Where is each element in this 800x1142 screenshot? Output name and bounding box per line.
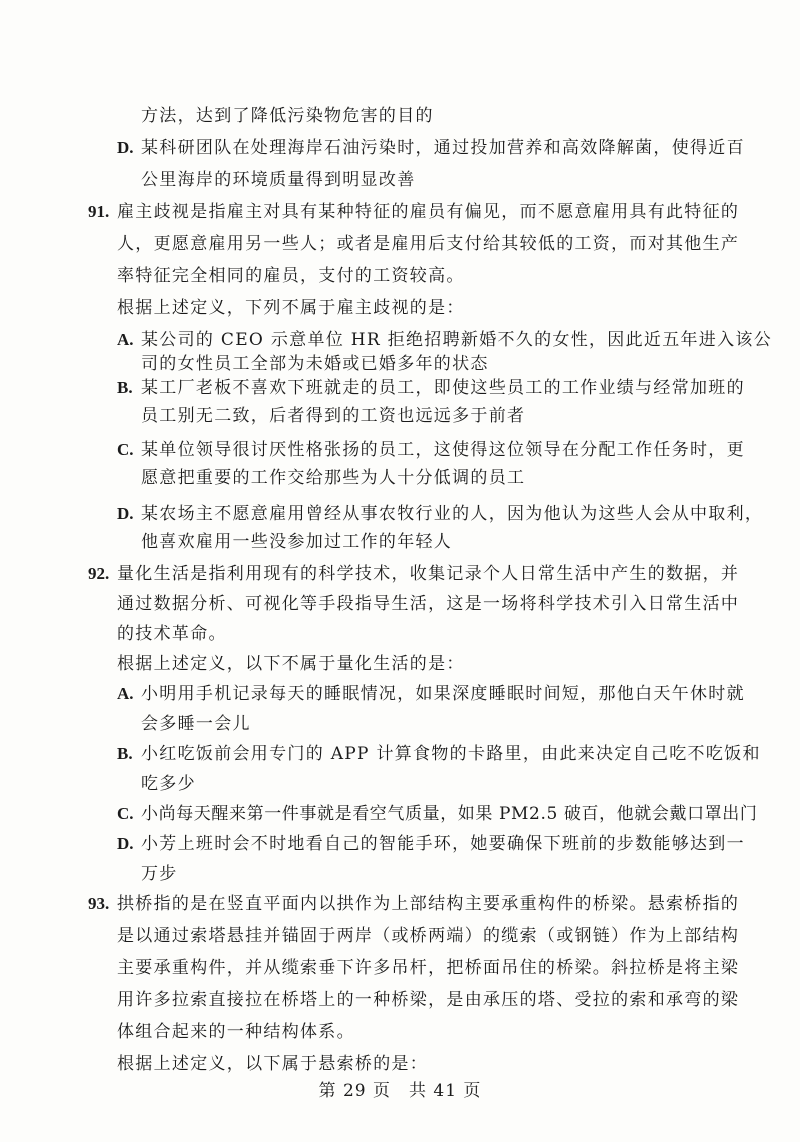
q93-stem-line4: 用许多拉索直接拉在桥塔上的一种桥梁，是由承压的塔、受拉的索和承弯的梁 — [117, 990, 740, 1010]
q92-option-a-line1: 小明用手机记录每天的睡眠情况，如果深度睡眠时间短，那他白天午休时就 — [141, 684, 745, 704]
q92-stem-line2: 通过数据分析、可视化等手段指导生活，这是一场将科学技术引入日常生活中 — [117, 594, 740, 614]
question-93-number: 93. — [88, 894, 110, 913]
q91-option-d-label: D. — [117, 504, 134, 523]
page-footer: 第 29 页 共 41 页 — [318, 1081, 482, 1101]
q91-option-c-line1: 某单位领导很讨厌性格张扬的员工，这使得这位领导在分配工作任务时，更 — [141, 440, 745, 460]
q91-option-b-label: B. — [117, 378, 133, 397]
q91-option-a-line1: 某公司的 CEO 示意单位 HR 拒绝招聘新婚不久的女性，因此近五年进入该公 — [141, 330, 772, 350]
q92-stem-line1: 量化生活是指利用现有的科学技术，收集记录个人日常生活中产生的数据，并 — [117, 564, 740, 584]
q91-option-d-line1: 某农场主不愿意雇用曾经从事农牧行业的人，因为他认为这些人会从中取利， — [141, 504, 764, 524]
question-92-number: 92. — [88, 564, 110, 583]
option-c-continuation: 方法，达到了降低污染物危害的目的 — [141, 106, 434, 126]
q91-option-a-label: A. — [117, 330, 134, 349]
q91-stem-line3: 率特征完全相同的雇员，支付的工资较高。 — [117, 266, 465, 286]
q92-option-d-label: D. — [117, 834, 134, 853]
q92-prompt: 根据上述定义，以下不属于量化生活的是： — [117, 654, 465, 674]
q92-stem-line3: 的技术革命。 — [117, 624, 227, 644]
q93-stem-line3: 主要承重构件，并从缆索垂下许多吊杆，把桥面吊住的桥梁。斜拉桥是将主梁 — [117, 958, 740, 978]
q92-option-a-label: A. — [117, 684, 134, 703]
q92-option-a-line2: 会多睡一会儿 — [141, 714, 251, 734]
q93-prompt: 根据上述定义，以下属于悬索桥的是： — [117, 1054, 429, 1074]
q91-option-c-line2: 愿意把重要的工作交给那些为人十分低调的员工 — [141, 468, 526, 488]
option-d-label: D. — [117, 138, 134, 157]
q91-option-a-line2: 司的女性员工全部为未婚或已婚多年的状态 — [141, 354, 489, 374]
question-91-number: 91. — [88, 202, 110, 221]
q91-option-d-line2: 他喜欢雇用一些没参加过工作的年轻人 — [141, 532, 453, 552]
q93-stem-line5: 体组合起来的一种结构体系。 — [117, 1022, 355, 1042]
q92-option-d-line2: 万步 — [141, 864, 178, 884]
q91-stem-line2: 人，更愿意雇用另一些人；或者是雇用后支付给其较低的工资，而对其他生产 — [117, 234, 740, 254]
q92-option-d-line1: 小芳上班时会不时地看自己的智能手环，她要确保下班前的步数能够达到一 — [141, 834, 745, 854]
q93-stem-line2: 是以通过索塔悬挂并锚固于两岸（或桥两端）的缆索（或钢链）作为上部结构 — [117, 926, 740, 946]
option-d-line2: 公里海岸的环境质量得到明显改善 — [141, 170, 416, 190]
q93-stem-line1: 拱桥指的是在竖直平面内以拱作为上部结构主要承重构件的桥梁。悬索桥指的 — [117, 894, 740, 914]
q92-option-c-line1: 小尚每天醒来第一件事就是看空气质量，如果 PM2.5 破百，他就会戴口罩出门 — [141, 804, 758, 824]
q91-prompt: 根据上述定义，下列不属于雇主歧视的是： — [117, 298, 465, 318]
q91-option-c-label: C. — [117, 440, 134, 459]
q92-option-b-label: B. — [117, 744, 133, 763]
q92-option-b-line2: 吃多少 — [141, 774, 196, 794]
q91-stem-line1: 雇主歧视是指雇主对具有某种特征的雇员有偏见，而不愿意雇用具有此特征的 — [117, 202, 740, 222]
q92-option-b-line1: 小红吃饭前会用专门的 APP 计算食物的卡路里，由此来决定自己吃不吃饭和 — [141, 744, 761, 764]
option-d-line1: 某科研团队在处理海岸石油污染时，通过投加营养和高效降解菌，使得近百 — [141, 138, 745, 158]
q92-option-c-label: C. — [117, 804, 134, 823]
q91-option-b-line2: 员工别无二致，后者得到的工资也远远多于前者 — [141, 406, 526, 426]
q91-option-b-line1: 某工厂老板不喜欢下班就走的员工，即使这些员工的工作业绩与经常加班的 — [141, 378, 745, 398]
